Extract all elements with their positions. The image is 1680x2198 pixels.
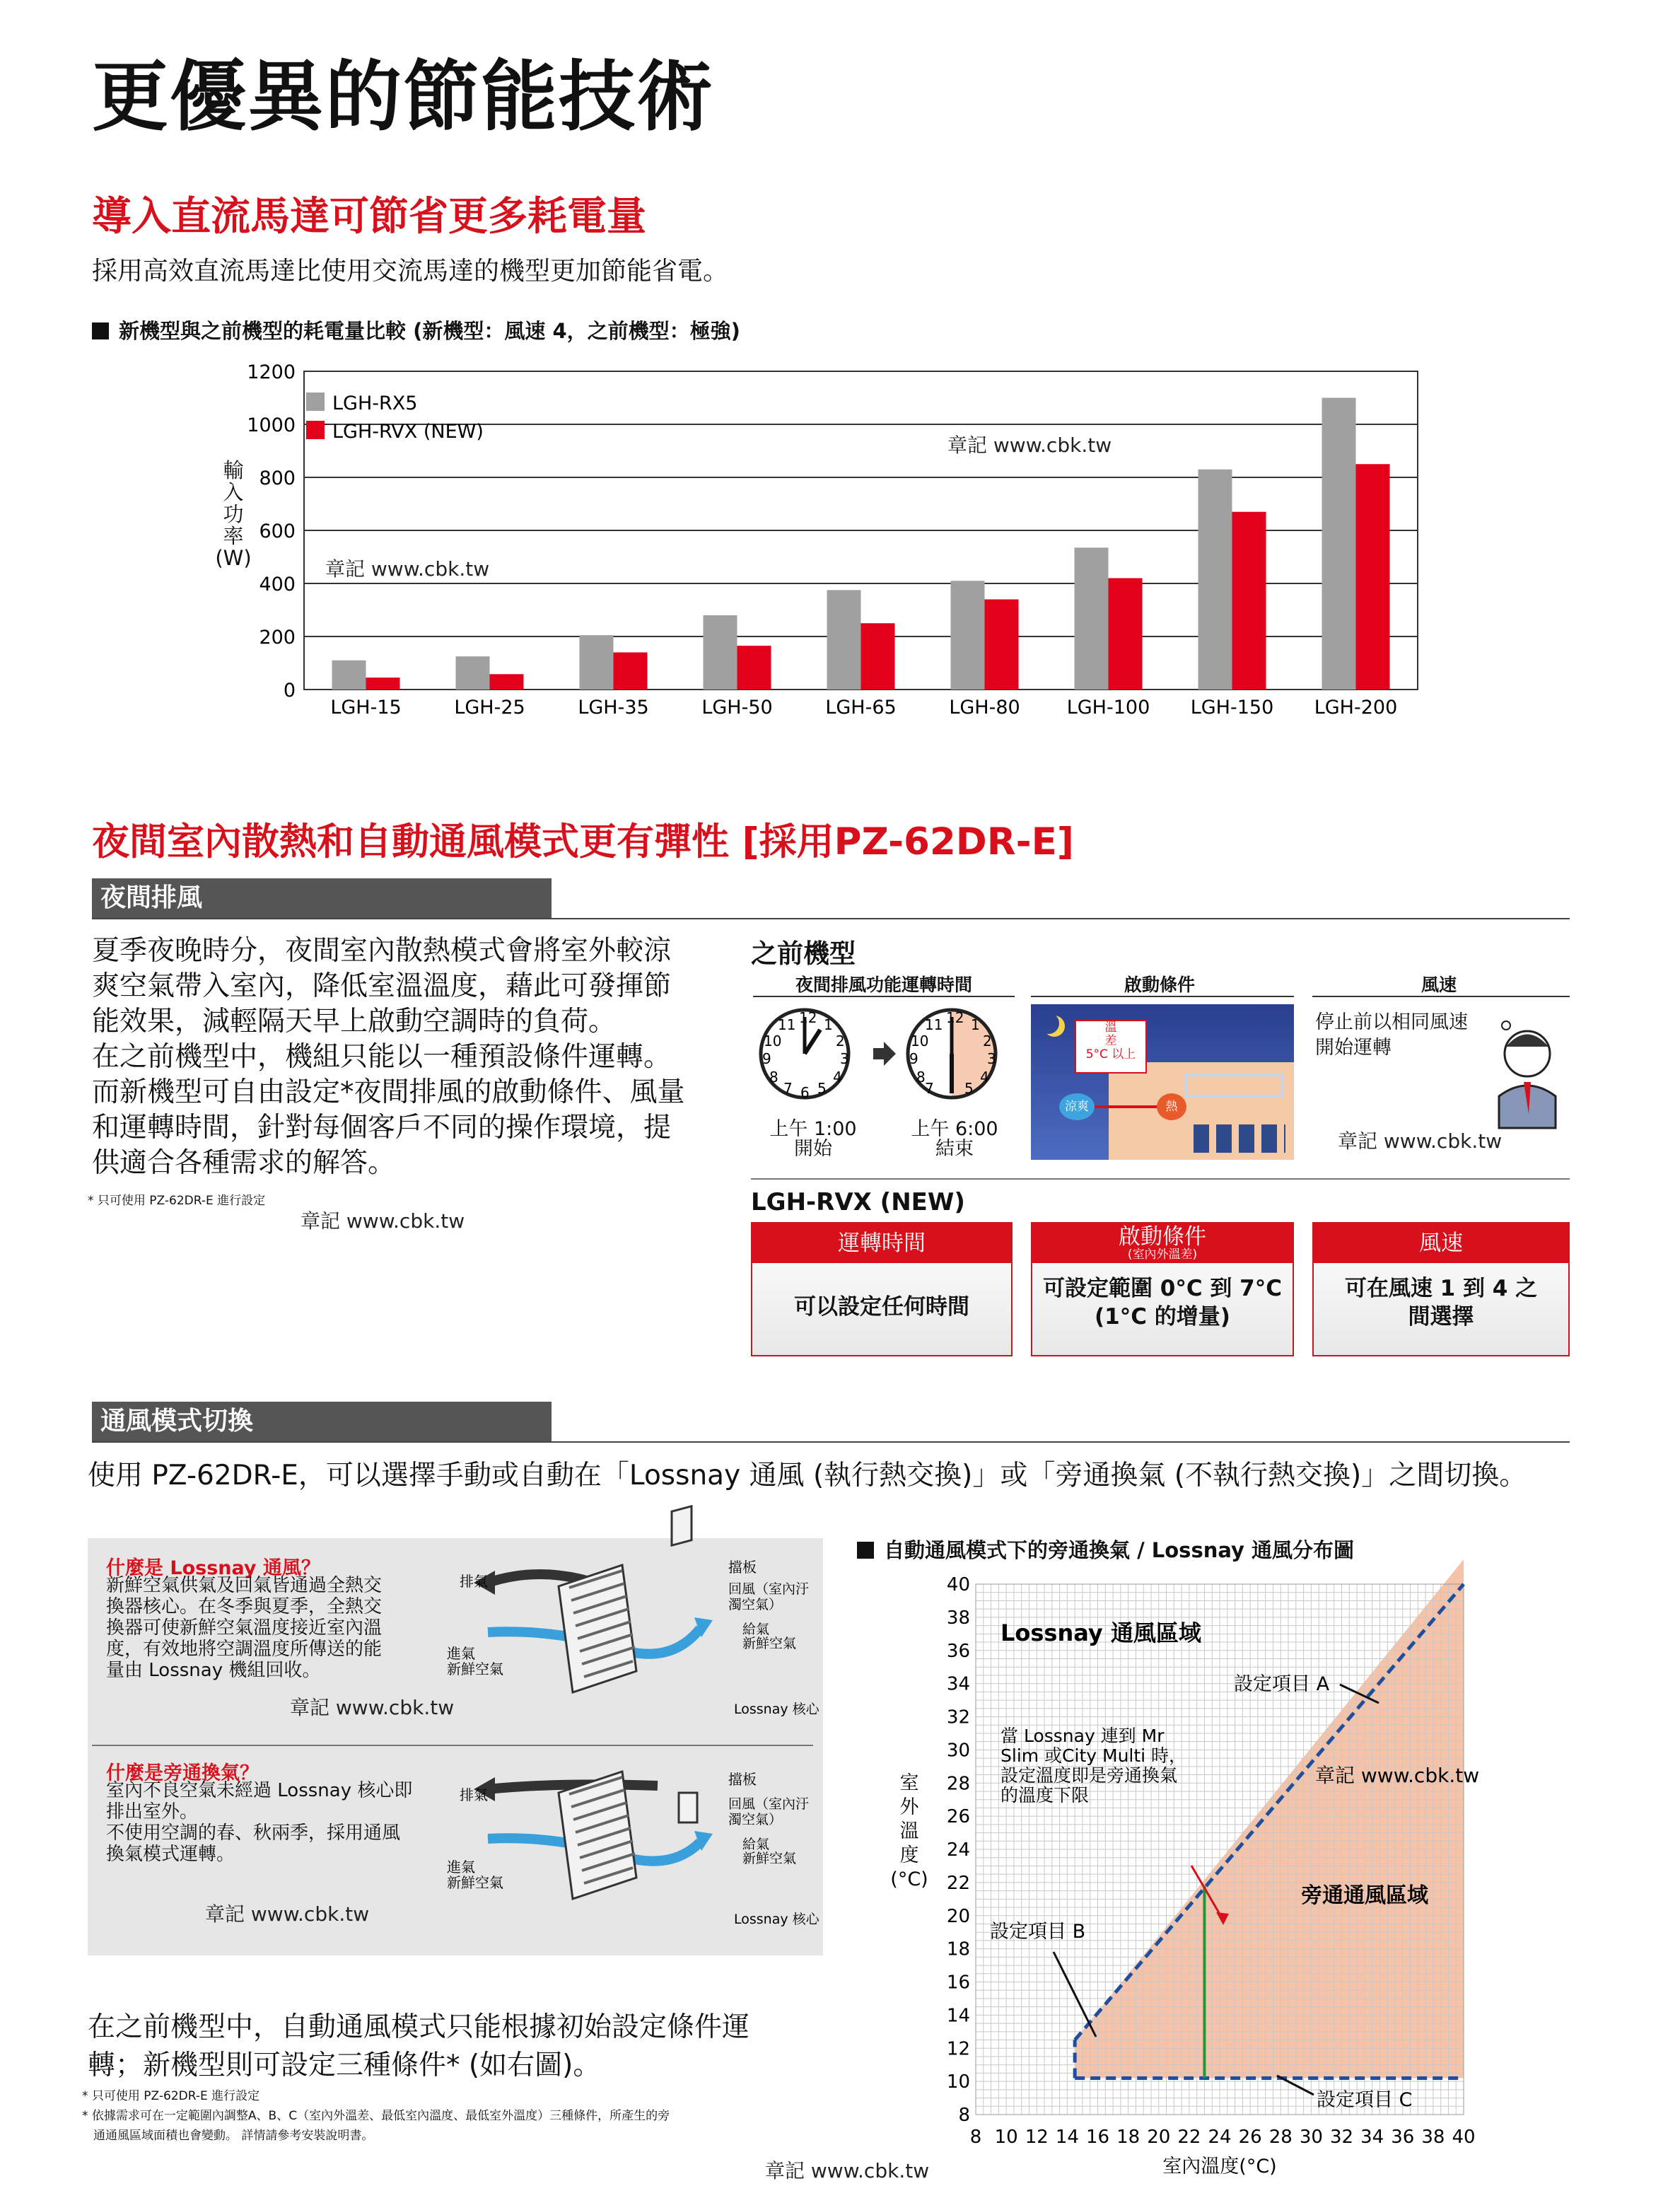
bar-lgh-rx5 (1322, 398, 1356, 690)
clock-end-icon (908, 1009, 996, 1098)
y-tick-label: 10 (946, 2071, 970, 2093)
y-tick-label: 38 (946, 1607, 970, 1629)
bar-lgh-rvx (490, 674, 524, 690)
y-tick-label: 32 (946, 1706, 970, 1728)
svg-text:Lossnay 核心: Lossnay 核心 (734, 1702, 819, 1717)
y-tick-label: 800 (259, 467, 296, 489)
y-tick-label: 0 (283, 680, 296, 702)
start-condition-box: 啟動條件 (室內外溫差) 可設定範圍 0°C 到 7°C (1°C 的增量) (1031, 1222, 1294, 1356)
arrow-right-icon (873, 1042, 896, 1066)
x-tick-label: 30 (1299, 2127, 1323, 2148)
svg-text:5: 5 (817, 1080, 827, 1097)
x-tick-label: LGH-100 (1066, 697, 1150, 719)
y-tick-label: 1200 (247, 361, 296, 383)
runtime-box: 運轉時間 可以設定任何時間 (751, 1222, 1013, 1356)
prev-col1-header: 夜間排風功能運轉時間 (795, 975, 972, 995)
x-tick-label: 26 (1238, 2127, 1262, 2148)
section3-footnotes: * 只可使用 PZ-62DR-E 進行設定 * 依據需求可在一定範圍內調整A、B、C（室內外溫差、最低室內溫度、最低室外溫度）三種條件，所產生的旁 通通風區域面積也會變動。 詳情請參考安裝說明書。 (82, 2089, 670, 2143)
note-text: 設定溫度即是旁通換氣 (1001, 1765, 1178, 1786)
explain-panel (88, 1538, 823, 1955)
x-tick-label: 28 (1268, 2127, 1293, 2148)
x-tick-label: 12 (1025, 2127, 1049, 2148)
note-text: Slim 或City Multi 時， (1001, 1745, 1187, 1766)
section3-body: 在之前機型中，自動通風模式只能根據初始設定條件運 轉；新機型則可設定三種條件* (如右圖)。 (88, 2011, 750, 2081)
y-tick-label: 30 (946, 1740, 970, 1762)
y-axis-label: 外 (899, 1796, 919, 1818)
divider-2 (92, 1441, 1570, 1443)
bar-lgh-rx5 (827, 590, 861, 690)
legend-label: LGH-RVX (NEW) (332, 421, 484, 443)
svg-text:Lossnay 核心: Lossnay 核心 (734, 1912, 819, 1927)
lossnay-watermark: 章記 www.cbk.tw (290, 1696, 455, 1719)
chart1-watermark-2: 章記 www.cbk.tw (947, 434, 1112, 457)
svg-text:排氣: 排氣 (460, 1573, 488, 1590)
square-bullet-icon (857, 1542, 874, 1559)
svg-text:12: 12 (946, 1009, 964, 1026)
note-text: 當 Lossnay 連到 Mr (1001, 1726, 1165, 1746)
clocks-illustration (757, 1003, 1025, 1109)
item-a-label: 設定項目 A (1234, 1673, 1330, 1695)
night-scene-illustration (1031, 1004, 1294, 1160)
thinking-man-icon (1485, 1008, 1570, 1128)
x-tick-label: LGH-25 (454, 697, 525, 719)
duct (1185, 1074, 1284, 1098)
y-tick-label: 14 (946, 2005, 970, 2027)
svg-text:9: 9 (909, 1050, 918, 1067)
prev-divider (751, 1178, 1570, 1180)
chart1-ylabel: 輸 入 功 率 (W) (215, 458, 252, 570)
bar-lgh-rx5 (1075, 547, 1109, 690)
prev-col2-header: 啟動條件 (1124, 975, 1195, 995)
square-bullet-icon (92, 322, 109, 339)
svg-text:7: 7 (925, 1080, 934, 1097)
x-axis-label: 室內溫度(°C) (1162, 2156, 1277, 2177)
new-model-label: LGH-RVX (NEW) (751, 1188, 965, 1216)
section2-watermark: 章記 www.cbk.tw (301, 1209, 465, 1233)
y-tick-label: 34 (946, 1673, 970, 1695)
bypass-zone-label: 旁通通風區域 (1301, 1883, 1428, 1908)
x-tick-label: 34 (1360, 2127, 1384, 2148)
bypass-title: 什麼是旁通換氣？ (106, 1762, 259, 1784)
x-tick-label: LGH-80 (949, 697, 1020, 719)
panel-divider (92, 1745, 813, 1746)
legend-swatch (306, 421, 325, 439)
bar-lgh-rx5 (951, 581, 985, 690)
clock1-caption: 上午 1:00 開始 (769, 1118, 857, 1160)
temp-diff-label: 溫 差 5°C 以上 (1075, 1020, 1147, 1074)
bypass-desc: 室內不良空氣未經過 Lossnay 核心即 排出室外。 不使用空調的春、秋兩季，採用通風 換氣模式運轉。 (106, 1780, 413, 1865)
x-tick-label: LGH-15 (330, 697, 402, 719)
x-tick-label: 20 (1147, 2127, 1171, 2148)
svg-text:12: 12 (799, 1009, 817, 1026)
svg-text:擋板: 擋板 (728, 1771, 757, 1788)
bar-lgh-rx5 (456, 656, 490, 690)
svg-text:新鮮空氣: 新鮮空氣 (447, 1661, 503, 1677)
svg-text:給氣: 給氣 (742, 1622, 770, 1637)
chart2-watermark: 章記 www.cbk.tw (1315, 1764, 1480, 1787)
prev-speed-text: 停止前以相同風速 開始運轉 (1315, 1011, 1468, 1059)
bypass-watermark: 章記 www.cbk.tw (205, 1902, 370, 1926)
y-tick-label: 200 (259, 627, 296, 649)
y-tick-label: 1000 (247, 414, 296, 436)
prev-col3-header: 風速 (1421, 975, 1457, 995)
y-axis-label: 度 (899, 1844, 919, 1866)
bar-lgh-rvx (1109, 578, 1143, 690)
bar-lgh-rvx (1356, 464, 1390, 690)
svg-text:回風（室內汙: 回風（室內汙 (728, 1796, 810, 1812)
svg-text:濁空氣）: 濁空氣） (728, 1597, 783, 1612)
section2-heading: 夜間室內散熱和自動通風模式更有彈性 [採用PZ-62DR-E] (92, 820, 1074, 864)
x-tick-label: 32 (1329, 2127, 1354, 2148)
y-tick-label: 28 (946, 1773, 970, 1795)
bar-lgh-rvx (366, 678, 400, 690)
bottom-watermark: 章記 www.cbk.tw (765, 2159, 930, 2182)
svg-text:回風（室內汙: 回風（室內汙 (728, 1581, 810, 1597)
col2-rule (1031, 996, 1294, 997)
svg-text:8: 8 (769, 1069, 778, 1086)
bar-lgh-rx5 (580, 635, 614, 690)
svg-text:濁空氣）: 濁空氣） (728, 1812, 783, 1827)
heat-arrow (1095, 1105, 1158, 1108)
fan-speed-box: 風速 可在風速 1 到 4 之 間選擇 (1312, 1222, 1570, 1356)
y-tick-label: 24 (946, 1839, 970, 1861)
x-tick-label: 40 (1452, 2127, 1476, 2148)
y-tick-label: 18 (946, 1938, 970, 1960)
night-purge-bar: 夜間排風 (92, 878, 552, 918)
bar-lgh-rvx (985, 600, 1019, 690)
svg-text:2: 2 (983, 1033, 992, 1049)
x-tick-label: 14 (1055, 2127, 1079, 2148)
y-tick-label: 8 (958, 2105, 970, 2126)
y-axis-label: 室 (899, 1772, 919, 1794)
x-tick-label: 38 (1421, 2127, 1445, 2148)
prev-watermark: 章記 www.cbk.tw (1338, 1129, 1503, 1153)
y-axis-label: 溫 (899, 1820, 919, 1842)
lossnay-core-diagram (445, 1544, 819, 1717)
x-tick-label: 22 (1177, 2127, 1201, 2148)
svg-text:5: 5 (964, 1080, 974, 1097)
section1-intro: 採用高效直流馬達比使用交流馬達的機型更加節能省電。 (92, 257, 729, 286)
ventilation-area-chart (884, 1563, 1605, 2185)
legend-swatch (306, 392, 325, 411)
svg-text:進氣: 進氣 (447, 1645, 475, 1662)
svg-text:4: 4 (833, 1069, 842, 1086)
note-text: 的溫度下限 (1001, 1785, 1090, 1806)
clock2-caption: 上午 6:00 結束 (911, 1118, 998, 1160)
section1-heading: 導入直流馬達可節省更多耗電量 (92, 194, 646, 240)
y-tick-label: 36 (946, 1640, 970, 1662)
prev-model-label: 之前機型 (751, 938, 856, 969)
x-tick-label: 10 (994, 2127, 1018, 2148)
y-tick-label: 26 (946, 1806, 970, 1828)
y-tick-label: 40 (946, 1574, 970, 1595)
legend-label: LGH-RX5 (332, 392, 418, 414)
x-tick-label: LGH-150 (1190, 697, 1274, 719)
x-tick-label: 16 (1085, 2127, 1110, 2148)
svg-text:7: 7 (783, 1080, 793, 1097)
section2-footnote: * 只可使用 PZ-62DR-E 進行設定 (88, 1194, 266, 1208)
bar-lgh-rvx (737, 646, 771, 690)
svg-text:擋板: 擋板 (728, 1559, 757, 1576)
x-tick-label: LGH-200 (1314, 697, 1398, 719)
chart2-caption: 自動通風模式下的旁通換氣 / Lossnay 通風分布圖 (857, 1535, 1354, 1564)
y-tick-label: 400 (259, 574, 296, 595)
svg-text:排氣: 排氣 (460, 1786, 488, 1803)
x-tick-label: 36 (1391, 2127, 1415, 2148)
svg-text:10: 10 (911, 1033, 929, 1049)
cool-badge: 涼爽 (1059, 1093, 1095, 1120)
svg-text:1: 1 (971, 1016, 980, 1033)
y-tick-label: 600 (259, 521, 296, 542)
x-tick-label: LGH-65 (825, 697, 897, 719)
office-desks (1194, 1124, 1285, 1153)
x-tick-label: LGH-35 (578, 697, 649, 719)
y-tick-label: 12 (946, 2038, 970, 2060)
svg-text:3: 3 (840, 1050, 849, 1067)
x-tick-label: 24 (1208, 2127, 1232, 2148)
y-tick-label: 16 (946, 1972, 970, 1994)
x-tick-label: 18 (1116, 2127, 1141, 2148)
chart1-caption: 新機型與之前機型的耗電量比較 (新機型：風速 4，之前機型：極強) (92, 315, 740, 344)
svg-text:新鮮空氣: 新鮮空氣 (742, 1851, 797, 1866)
svg-text:6: 6 (800, 1084, 810, 1101)
x-tick-label: LGH-50 (701, 697, 773, 719)
y-axis-label: (°C) (890, 1868, 928, 1890)
clock-start-icon (761, 1009, 849, 1101)
bar-lgh-rx5 (704, 615, 737, 690)
mode-switch-bar: 通風模式切換 (92, 1402, 552, 1441)
y-tick-label: 20 (946, 1905, 970, 1927)
power-bar-chart (198, 354, 1428, 735)
svg-text:新鮮空氣: 新鮮空氣 (742, 1636, 797, 1651)
bar-lgh-rx5 (1198, 470, 1232, 690)
lossnay-title: 什麼是 Lossnay 通風？ (106, 1557, 320, 1579)
chart1-watermark-1: 章記 www.cbk.tw (325, 557, 490, 581)
col3-rule (1312, 996, 1570, 997)
svg-text:11: 11 (778, 1016, 796, 1033)
svg-text:1: 1 (824, 1016, 833, 1033)
svg-text:新鮮空氣: 新鮮空氣 (447, 1874, 503, 1891)
item-c-label: 設定項目 C (1317, 2089, 1413, 2111)
item-b-label: 設定項目 B (990, 1921, 1086, 1943)
svg-text:進氣: 進氣 (447, 1859, 475, 1876)
svg-text:給氣: 給氣 (742, 1837, 770, 1852)
section2-body: 夏季夜晚時分，夜間室內散熱模式會將室外較涼 爽空氣帶入室內，降低室溫溫度，藉此可發揮節 能效果，減輕隔天早上啟動空調時的負荷。 在之前機型中，機組只能以一種預設條件運轉。 而新機型可自由設定*夜間排風的啟動條件、風量 和運轉時間，針對每個客戶不同的操作環境，提 供適合各種需求的解答。 (92, 935, 685, 1179)
svg-text:11: 11 (925, 1016, 943, 1033)
y-tick-label: 22 (946, 1872, 970, 1894)
lossnay-zone-label: Lossnay 通風區域 (1001, 1620, 1201, 1646)
svg-text:10: 10 (764, 1033, 782, 1049)
bypass-diagram (445, 1750, 819, 1927)
x-tick-label: 8 (969, 2127, 982, 2148)
moon-icon (1038, 1013, 1059, 1034)
bar-lgh-rvx (614, 653, 648, 690)
bar-lgh-rvx (1232, 512, 1266, 690)
svg-text:9: 9 (762, 1050, 771, 1067)
col1-rule (753, 996, 1015, 997)
bar-lgh-rx5 (332, 661, 366, 690)
lossnay-desc: 新鮮空氣供氣及回氣皆通過全熱交 換器核心。在冬季與夏季，全熱交 換器可使新鮮空氣溫度接近室內溫 度，有效地將空調溫度所傳送的能 量由 Lossnay 機組回收。 (106, 1575, 383, 1681)
divider (92, 918, 1570, 919)
svg-text:8: 8 (916, 1069, 926, 1086)
svg-text:2: 2 (836, 1033, 845, 1049)
svg-text:4: 4 (980, 1069, 989, 1086)
svg-text:3: 3 (987, 1050, 996, 1067)
hot-badge: 熱 (1157, 1093, 1186, 1120)
page-title: 更優異的節能技術 (92, 53, 715, 141)
bar-lgh-rvx (861, 623, 895, 690)
section3-intro: 使用 PZ-62DR-E，可以選擇手動或自動在「Lossnay 通風 (執行熱交換)」或「旁通換氣 (不執行熱交換)」之間切換。 (88, 1460, 1527, 1492)
